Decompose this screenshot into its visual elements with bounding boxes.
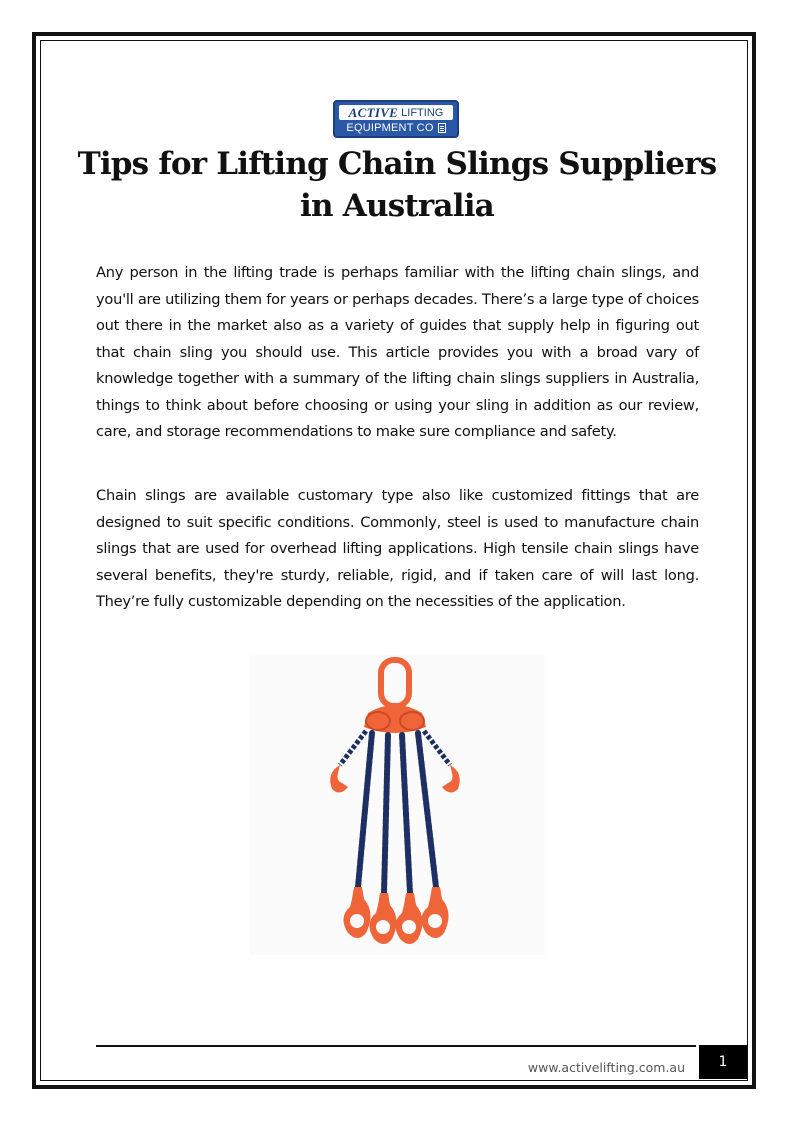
chain-leg-1 <box>358 733 372 887</box>
bottom-hook-4 <box>421 887 448 938</box>
bottom-hook-opening-1 <box>350 914 364 928</box>
bottom-hook-opening-4 <box>428 914 442 928</box>
footer-website-url: www.activelifting.com.au <box>527 1060 685 1075</box>
logo-top-band <box>339 105 453 120</box>
logo-mark-icon <box>438 123 446 133</box>
grab-hook-2 <box>442 765 460 793</box>
chain-leg-4 <box>418 733 436 887</box>
logo-text-equipment: EQUIPMENT CO <box>346 122 434 134</box>
chain-leg-3 <box>402 735 410 893</box>
master-link <box>381 660 409 706</box>
chain-sling-icon <box>250 655 545 955</box>
bottom-hook-1 <box>343 887 370 938</box>
company-logo <box>333 100 459 138</box>
grab-hook-1 <box>330 765 348 793</box>
body-paragraph-2: Chain slings are available customary type also like customized fittings that are designed to suit specific conditions. Commonly, steel is used to manufacture chain slings that are used for overhead lifting applications. High tensile chain slings have several benefits, they're sturdy, reliable, rigid, and if taken care of will last long. They’re fully customizable depending on the necessities of the application. <box>96 487 699 610</box>
footer-divider <box>96 1045 696 1047</box>
bottom-hook-opening-2 <box>376 920 390 934</box>
logo-text-active: ACTIVE <box>348 104 399 120</box>
bottom-hook-2 <box>369 893 396 944</box>
chain-leg-2 <box>384 735 388 893</box>
chain-sling-image <box>250 655 545 955</box>
page-title: Tips for Lifting Chain Slings Suppliers in Australia <box>77 146 717 224</box>
page-number-badge: 1 <box>699 1045 747 1079</box>
shortener-chain-2 <box>424 731 450 765</box>
body-paragraph-1: Any person in the lifting trade is perhaps familiar with the lifting chain slings, and you'll are utilizing them for years or perhaps decades. There’s a large type of choices out there in the market also as a variety of guides that supply help in figuring out that chain sling you should use. This article provides you with a broad vary of knowledge together with a summary of the lifting chain slings suppliers in Australia, things to think about before choosing or using your sling in addition as our review, care, and storage recommendations to make sure compliance and safety. <box>96 264 699 440</box>
bottom-hook-opening-3 <box>402 920 416 934</box>
logo-text-lifting: LIFTING <box>401 106 444 119</box>
bottom-hook-3 <box>395 893 422 944</box>
logo-bottom-band <box>339 121 453 135</box>
shortener-chain-1 <box>340 731 366 765</box>
